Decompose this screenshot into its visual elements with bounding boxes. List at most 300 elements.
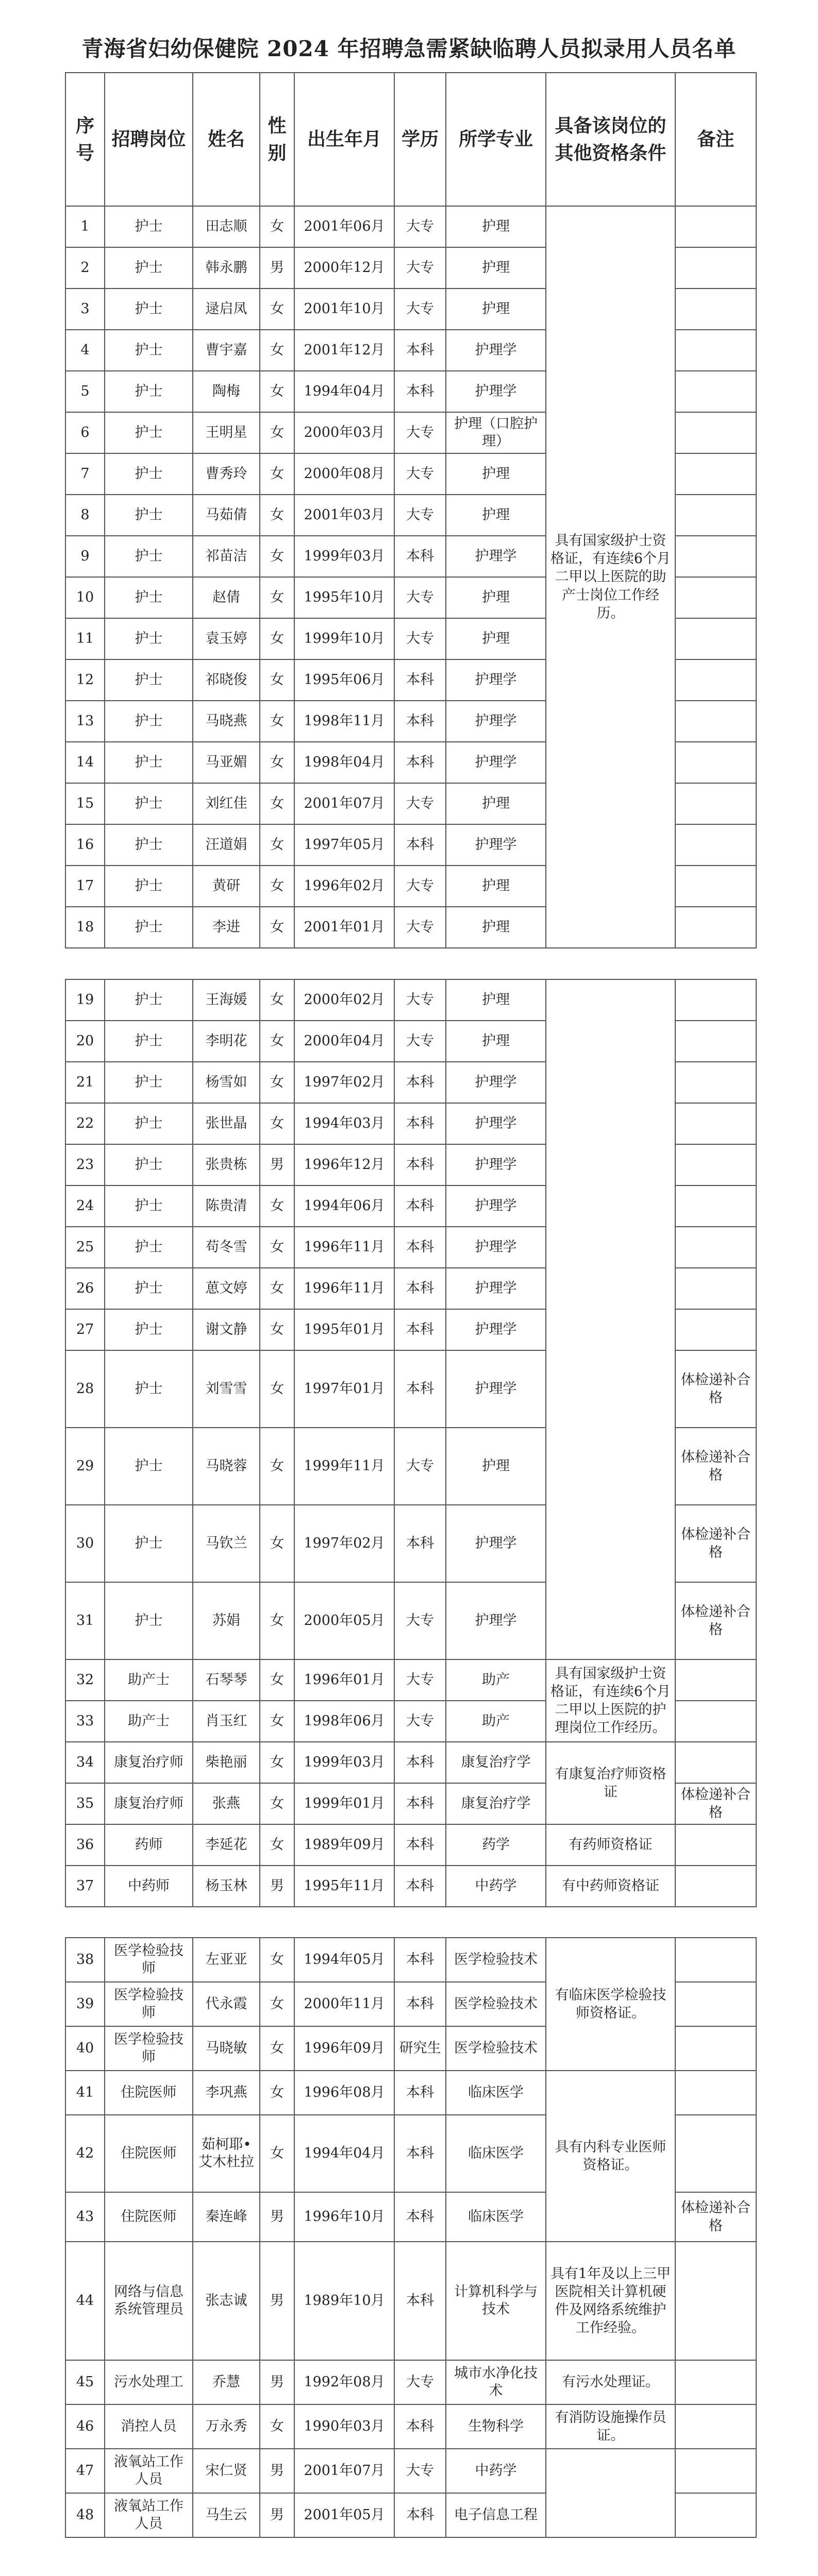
row-seq: 34: [65, 1742, 105, 1783]
row-position: 护士: [105, 412, 193, 453]
row-name: 马晓燕: [193, 701, 260, 742]
row-position: 助产士: [105, 1659, 193, 1701]
row-name: 刘红佳: [193, 783, 260, 824]
row-education: 本科: [394, 1938, 446, 1982]
row-education: 本科: [394, 2192, 446, 2242]
row-gender: 女: [260, 2115, 294, 2192]
row-gender: 女: [260, 371, 294, 412]
row-major: 电子信息工程: [446, 2493, 546, 2537]
row-gender: 女: [260, 1701, 294, 1742]
row-birth: 1997年01月: [294, 1350, 394, 1428]
row-major: 护理学: [446, 371, 546, 412]
row-seq: 45: [65, 2360, 105, 2404]
row-education: 大专: [394, 247, 446, 289]
row-major: 生物科学: [446, 2404, 546, 2449]
row-remark: [675, 866, 756, 907]
row-major: 护理: [446, 907, 546, 948]
row-gender: 女: [260, 1659, 294, 1701]
row-birth: 1990年03月: [294, 2404, 394, 2449]
row-seq: 44: [65, 2242, 105, 2360]
row-position: 药师: [105, 1824, 193, 1866]
row-position: 康复治疗师: [105, 1783, 193, 1824]
row-gender: 女: [260, 659, 294, 701]
row-name: 苏娟: [193, 1582, 260, 1659]
row-major: 中药学: [446, 2449, 546, 2493]
row-education: 本科: [394, 824, 446, 866]
row-name: 王海媛: [193, 979, 260, 1021]
row-major: 药学: [446, 1824, 546, 1866]
row-gender: 女: [260, 742, 294, 783]
row-name: 陈贵清: [193, 1185, 260, 1227]
row-major: 护理: [446, 453, 546, 495]
row-name: 马钦兰: [193, 1505, 260, 1582]
row-name: 肖玉红: [193, 1701, 260, 1742]
header-education: 学历: [394, 73, 446, 206]
row-seq: 27: [65, 1309, 105, 1350]
row-major: 护理: [446, 577, 546, 618]
row-education: 大专: [394, 979, 446, 1021]
row-remark: [675, 1866, 756, 1907]
row-position: 护士: [105, 1309, 193, 1350]
table-row: [65, 2404, 756, 2449]
qualification-cell: 具有内科专业医师资格证。: [546, 2071, 675, 2242]
row-major: 医学检验技术: [446, 2026, 546, 2071]
row-birth: 1994年05月: [294, 1938, 394, 1982]
row-education: 本科: [394, 1742, 446, 1783]
row-remark: [675, 536, 756, 577]
row-birth: 1999年10月: [294, 618, 394, 659]
row-birth: 1996年11月: [294, 1268, 394, 1309]
row-gender: 女: [260, 979, 294, 1021]
row-position: 护士: [105, 1505, 193, 1582]
row-education: 本科: [394, 1103, 446, 1144]
row-position: 医学检验技师: [105, 2026, 193, 2071]
row-gender: 女: [260, 1350, 294, 1428]
roster-table-part-2: [65, 979, 757, 1907]
row-remark: 体检递补合格: [675, 1582, 756, 1659]
row-major: 医学检验技术: [446, 1938, 546, 1982]
row-major: 护理: [446, 495, 546, 536]
row-gender: 男: [260, 1144, 294, 1185]
row-seq: 47: [65, 2449, 105, 2493]
row-major: 计算机科学与技术: [446, 2242, 546, 2360]
row-major: 护理: [446, 1021, 546, 1062]
qualification-cell: 有中药师资格证: [546, 1866, 675, 1907]
row-major: 护理学: [446, 1268, 546, 1309]
row-name: 代永霞: [193, 1982, 260, 2026]
row-education: 大专: [394, 289, 446, 330]
row-name: 杨玉林: [193, 1866, 260, 1907]
row-position: 护士: [105, 1185, 193, 1227]
row-position: 护士: [105, 536, 193, 577]
row-education: 本科: [394, 1866, 446, 1907]
row-gender: 男: [260, 2192, 294, 2242]
row-remark: 体检递补合格: [675, 1428, 756, 1505]
row-seq: 17: [65, 866, 105, 907]
row-major: 护理学: [446, 659, 546, 701]
row-seq: 18: [65, 907, 105, 948]
row-position: 助产士: [105, 1701, 193, 1742]
row-name: 茹柯耶•艾木杜拉: [193, 2115, 260, 2192]
row-seq: 40: [65, 2026, 105, 2071]
row-education: 本科: [394, 2493, 446, 2537]
row-gender: 女: [260, 824, 294, 866]
row-gender: 女: [260, 289, 294, 330]
row-major: 护理: [446, 979, 546, 1021]
table-row: [65, 1742, 756, 1783]
row-name: 张志诚: [193, 2242, 260, 2360]
row-education: 本科: [394, 1144, 446, 1185]
row-remark: [675, 206, 756, 247]
row-birth: 2000年04月: [294, 1021, 394, 1062]
qualification-cell: 有临床医学检验技师资格证。: [546, 1938, 675, 2071]
row-education: 研究生: [394, 2026, 446, 2071]
header-major: 所学专业: [446, 73, 546, 206]
row-name: 马亚媚: [193, 742, 260, 783]
row-gender: 女: [260, 1185, 294, 1227]
row-gender: 女: [260, 2071, 294, 2115]
row-birth: 1998年11月: [294, 701, 394, 742]
qualification-cell: 有消防设施操作员证。: [546, 2404, 675, 2449]
row-seq: 23: [65, 1144, 105, 1185]
row-major: 城市水净化技术: [446, 2360, 546, 2404]
row-education: 本科: [394, 2242, 446, 2360]
qualification-cell: 具有国家级护士资格证，有连续6个月二甲以上医院的护理岗位工作经历。: [546, 1659, 675, 1742]
row-position: 护士: [105, 289, 193, 330]
row-major: 护理学: [446, 1505, 546, 1582]
row-birth: 1996年09月: [294, 2026, 394, 2071]
row-position: 护士: [105, 1428, 193, 1505]
row-position: 护士: [105, 1103, 193, 1144]
row-major: 护理: [446, 247, 546, 289]
row-position: 医学检验技师: [105, 1982, 193, 2026]
row-birth: 2000年12月: [294, 247, 394, 289]
row-education: 大专: [394, 2449, 446, 2493]
row-remark: 体检递补合格: [675, 1350, 756, 1428]
row-gender: 女: [260, 1103, 294, 1144]
row-birth: 1998年06月: [294, 1701, 394, 1742]
row-birth: 1989年10月: [294, 2242, 394, 2360]
row-major: 护理学: [446, 1062, 546, 1103]
qualification-cell: 有药师资格证: [546, 1824, 675, 1866]
row-gender: 女: [260, 412, 294, 453]
row-name: 刘雪雪: [193, 1350, 260, 1428]
row-name: 祁晓俊: [193, 659, 260, 701]
row-birth: 1995年10月: [294, 577, 394, 618]
row-gender: 女: [260, 1309, 294, 1350]
row-name: 田志顺: [193, 206, 260, 247]
row-birth: 1996年10月: [294, 2192, 394, 2242]
row-education: 大专: [394, 1659, 446, 1701]
row-birth: 1996年12月: [294, 1144, 394, 1185]
row-gender: 女: [260, 1938, 294, 1982]
row-name: 乔慧: [193, 2360, 260, 2404]
row-birth: 1999年11月: [294, 1428, 394, 1505]
row-education: 本科: [394, 1268, 446, 1309]
row-gender: 女: [260, 453, 294, 495]
row-education: 大专: [394, 412, 446, 453]
row-seq: 8: [65, 495, 105, 536]
row-position: 康复治疗师: [105, 1742, 193, 1783]
row-name: 祁苗洁: [193, 536, 260, 577]
row-remark: [675, 1144, 756, 1185]
row-remark: [675, 371, 756, 412]
row-name: 马生云: [193, 2493, 260, 2537]
row-major: 护理: [446, 206, 546, 247]
row-remark: [675, 2071, 756, 2115]
row-remark: 体检递补合格: [675, 1783, 756, 1824]
row-name: 韩永鹏: [193, 247, 260, 289]
row-seq: 7: [65, 453, 105, 495]
row-seq: 12: [65, 659, 105, 701]
row-education: 大专: [394, 618, 446, 659]
row-name: 陶梅: [193, 371, 260, 412]
row-education: 大专: [394, 1428, 446, 1505]
row-education: 大专: [394, 783, 446, 824]
row-major: 临床医学: [446, 2192, 546, 2242]
row-remark: [675, 2242, 756, 2360]
row-education: 本科: [394, 371, 446, 412]
row-education: 本科: [394, 2404, 446, 2449]
row-seq: 46: [65, 2404, 105, 2449]
row-gender: 女: [260, 536, 294, 577]
row-major: 护理学: [446, 1350, 546, 1428]
header-birth: 出生年月: [294, 73, 394, 206]
row-seq: 16: [65, 824, 105, 866]
row-birth: 2000年02月: [294, 979, 394, 1021]
row-gender: 女: [260, 1582, 294, 1659]
row-name: 李延花: [193, 1824, 260, 1866]
row-education: 本科: [394, 742, 446, 783]
row-position: 护士: [105, 453, 193, 495]
row-remark: [675, 1309, 756, 1350]
row-gender: 女: [260, 330, 294, 371]
row-seq: 25: [65, 1227, 105, 1268]
row-name: 李进: [193, 907, 260, 948]
row-name: 马晓敏: [193, 2026, 260, 2071]
row-remark: [675, 247, 756, 289]
row-birth: 1995年11月: [294, 1866, 394, 1907]
table-row: [65, 2360, 756, 2404]
row-major: 护理学: [446, 1144, 546, 1185]
row-position: 医学检验技师: [105, 1938, 193, 1982]
row-name: 马晓蓉: [193, 1428, 260, 1505]
row-position: 护士: [105, 371, 193, 412]
row-position: 护士: [105, 1021, 193, 1062]
row-remark: [675, 2493, 756, 2537]
row-birth: 2000年08月: [294, 453, 394, 495]
row-remark: [675, 979, 756, 1021]
row-birth: 1994年03月: [294, 1103, 394, 1144]
row-position: 中药师: [105, 1866, 193, 1907]
qualification-cell: [546, 979, 675, 1659]
table-row: [65, 2242, 756, 2360]
row-education: 大专: [394, 577, 446, 618]
row-seq: 5: [65, 371, 105, 412]
row-education: 大专: [394, 1021, 446, 1062]
qualification-cell: 具有国家级护士资格证，有连续6个月二甲以上医院的助产士岗位工作经历。: [546, 206, 675, 948]
row-remark: 体检递补合格: [675, 1505, 756, 1582]
row-position: 消控人员: [105, 2404, 193, 2449]
row-seq: 28: [65, 1350, 105, 1428]
row-position: 护士: [105, 495, 193, 536]
row-education: 本科: [394, 2071, 446, 2115]
page-title: 青海省妇幼保健院 2024 年招聘急需紧缺临聘人员拟录用人员名单: [81, 36, 737, 61]
row-seq: 20: [65, 1021, 105, 1062]
table-row: [65, 1659, 756, 1701]
qualification-cell: 有污水处理证。: [546, 2360, 675, 2404]
row-gender: 女: [260, 1505, 294, 1582]
row-position: 住院医师: [105, 2115, 193, 2192]
row-birth: 1999年03月: [294, 536, 394, 577]
row-name: 张世晶: [193, 1103, 260, 1144]
row-position: 护士: [105, 783, 193, 824]
row-name: 杨雪如: [193, 1062, 260, 1103]
row-birth: 1996年02月: [294, 866, 394, 907]
row-remark: [675, 1742, 756, 1783]
row-position: 网络与信息系统管理员: [105, 2242, 193, 2360]
row-birth: 1998年04月: [294, 742, 394, 783]
row-major: 护理学: [446, 742, 546, 783]
row-gender: 女: [260, 1021, 294, 1062]
row-gender: 女: [260, 866, 294, 907]
row-seq: 43: [65, 2192, 105, 2242]
row-gender: 男: [260, 1866, 294, 1907]
row-education: 本科: [394, 701, 446, 742]
row-position: 护士: [105, 907, 193, 948]
row-seq: 38: [65, 1938, 105, 1982]
row-name: 葸文婷: [193, 1268, 260, 1309]
row-birth: 1994年06月: [294, 1185, 394, 1227]
table-row: [65, 2449, 756, 2493]
row-birth: 1994年04月: [294, 2115, 394, 2192]
row-education: 本科: [394, 1185, 446, 1227]
roster-table-part-1: [65, 72, 757, 948]
row-birth: 1997年02月: [294, 1062, 394, 1103]
table-row: [65, 979, 756, 1021]
row-seq: 37: [65, 1866, 105, 1907]
row-major: 护理学: [446, 330, 546, 371]
table-header-row: [65, 73, 756, 206]
row-education: 本科: [394, 536, 446, 577]
row-education: 大专: [394, 2360, 446, 2404]
row-remark: [675, 1062, 756, 1103]
row-seq: 29: [65, 1428, 105, 1505]
row-gender: 女: [260, 1982, 294, 2026]
row-major: 护理（口腔护理）: [446, 412, 546, 453]
row-name: 马茹倩: [193, 495, 260, 536]
row-major: 护理学: [446, 824, 546, 866]
row-name: 苟冬雪: [193, 1227, 260, 1268]
row-remark: [675, 1185, 756, 1227]
row-major: 中药学: [446, 1866, 546, 1907]
row-remark: [675, 2115, 756, 2192]
row-remark: [675, 1701, 756, 1742]
row-position: 护士: [105, 824, 193, 866]
row-major: 护理: [446, 289, 546, 330]
row-position: 住院医师: [105, 2192, 193, 2242]
table-row: [65, 206, 756, 247]
header-gender: 性别: [260, 73, 294, 206]
row-name: 黄研: [193, 866, 260, 907]
row-education: 本科: [394, 2115, 446, 2192]
row-birth: 2001年12月: [294, 330, 394, 371]
row-gender: 女: [260, 1742, 294, 1783]
row-position: 护士: [105, 659, 193, 701]
row-birth: 1999年01月: [294, 1783, 394, 1824]
row-name: 逯启凤: [193, 289, 260, 330]
row-name: 石琴琴: [193, 1659, 260, 1701]
row-seq: 19: [65, 979, 105, 1021]
row-education: 本科: [394, 1309, 446, 1350]
row-seq: 9: [65, 536, 105, 577]
row-position: 护士: [105, 247, 193, 289]
row-major: 助产: [446, 1701, 546, 1742]
row-name: 袁玉婷: [193, 618, 260, 659]
row-gender: 男: [260, 2493, 294, 2537]
row-major: 助产: [446, 1659, 546, 1701]
row-birth: 1996年01月: [294, 1659, 394, 1701]
row-birth: 1994年04月: [294, 371, 394, 412]
row-name: 宋仁贤: [193, 2449, 260, 2493]
row-seq: 22: [65, 1103, 105, 1144]
row-remark: [675, 412, 756, 453]
row-gender: 男: [260, 2360, 294, 2404]
row-gender: 女: [260, 783, 294, 824]
row-birth: 2001年07月: [294, 2449, 394, 2493]
row-major: 康复治疗学: [446, 1783, 546, 1824]
row-birth: 1995年06月: [294, 659, 394, 701]
row-education: 本科: [394, 330, 446, 371]
row-birth: 2001年07月: [294, 783, 394, 824]
row-position: 护士: [105, 979, 193, 1021]
row-remark: [675, 2360, 756, 2404]
header-position: 招聘岗位: [105, 73, 193, 206]
row-major: 护理: [446, 618, 546, 659]
row-gender: 女: [260, 907, 294, 948]
row-name: 左亚亚: [193, 1938, 260, 1982]
row-position: 住院医师: [105, 2071, 193, 2115]
row-position: 护士: [105, 577, 193, 618]
row-major: 护理学: [446, 1103, 546, 1144]
row-birth: 2001年10月: [294, 289, 394, 330]
row-seq: 48: [65, 2493, 105, 2537]
row-education: 本科: [394, 1982, 446, 2026]
row-seq: 21: [65, 1062, 105, 1103]
row-major: 护理学: [446, 701, 546, 742]
table-row: [65, 1866, 756, 1907]
row-remark: [675, 2404, 756, 2449]
row-remark: [675, 1982, 756, 2026]
row-position: 液氧站工作人员: [105, 2493, 193, 2537]
row-name: 李明花: [193, 1021, 260, 1062]
row-birth: 1999年03月: [294, 1742, 394, 1783]
row-education: 本科: [394, 1824, 446, 1866]
row-name: 张燕: [193, 1783, 260, 1824]
row-gender: 女: [260, 1824, 294, 1866]
row-seq: 2: [65, 247, 105, 289]
row-remark: [675, 1021, 756, 1062]
row-major: 护理: [446, 866, 546, 907]
row-birth: 1996年11月: [294, 1227, 394, 1268]
row-seq: 41: [65, 2071, 105, 2115]
row-position: 护士: [105, 1144, 193, 1185]
row-seq: 24: [65, 1185, 105, 1227]
row-gender: 女: [260, 618, 294, 659]
row-birth: 1992年08月: [294, 2360, 394, 2404]
row-name: 柴艳丽: [193, 1742, 260, 1783]
row-education: 本科: [394, 659, 446, 701]
